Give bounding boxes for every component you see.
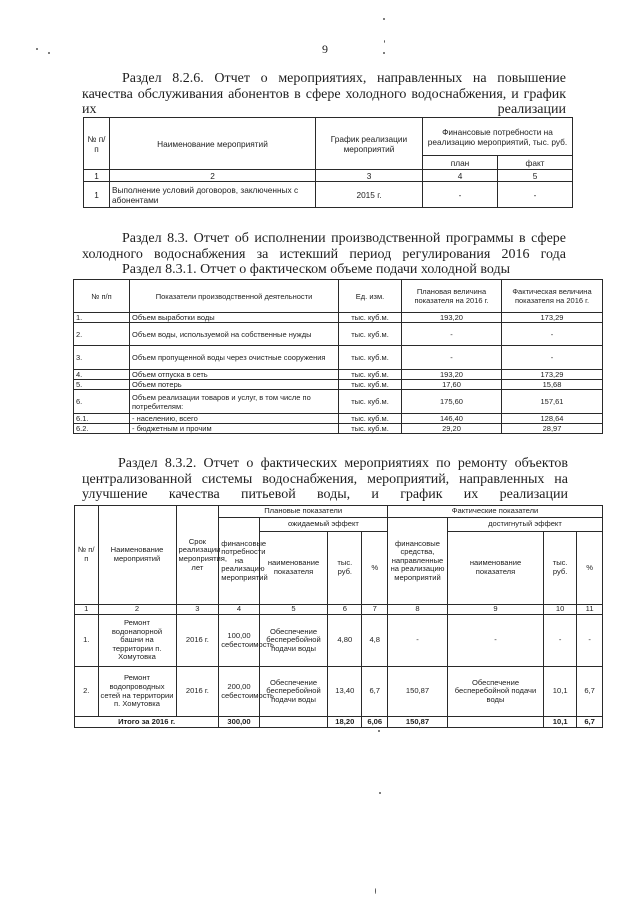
scan-speck	[48, 52, 50, 54]
table-826-header-finance: Финансовые потребности на реализацию мероприятий, тыс. руб.	[423, 118, 573, 156]
table-832-header-num: № п/ п	[75, 506, 99, 605]
table-831-header-indicator: Показатели производственной деятельности	[130, 280, 339, 313]
table-831-cell-fact: 128,64	[502, 414, 603, 424]
table-832-colnum: 6	[328, 605, 362, 615]
table-831-cell-fact: 28,97	[502, 424, 603, 434]
table-832-total-fact-rub: 10,1	[544, 717, 577, 728]
table-832-cell-name: Ремонт водонапорной башни на территории п. Хомутовка	[98, 615, 176, 667]
table-826-colnum: 3	[316, 170, 423, 182]
table-row	[74, 323, 603, 346]
table-832-cell-fact-pct: -	[577, 615, 603, 667]
table-row	[84, 182, 573, 208]
table-832-cell-plan-finance: 200,00 себестоимость	[219, 667, 260, 717]
table-832-colnum: 11	[577, 605, 603, 615]
table-832-colnum: 4	[219, 605, 260, 615]
table-831-cell-num: 6.2.	[74, 424, 130, 434]
table-832-header-fact-pct: %	[577, 532, 603, 605]
table-832-cell-num: 1.	[75, 615, 99, 667]
table-831-cell-unit: тыс. куб.м.	[339, 390, 402, 414]
table-832-header-achieved-effect: достигнутый эффект	[447, 518, 602, 532]
table-826-cell-fact: -	[498, 182, 573, 208]
table-total-row	[75, 717, 603, 728]
table-832-colnum: 10	[544, 605, 577, 615]
table-832-cell-fact-pct: 6,7	[577, 667, 603, 717]
table-row	[74, 370, 603, 380]
table-832-header-name: Наименование мероприятий	[98, 506, 176, 605]
section-831-heading: Раздел 8.3.1. Отчет о фактическом объеме подачи холодной воды	[122, 262, 511, 277]
table-831-cell-plan: 146,40	[402, 414, 502, 424]
table-832-total-empty	[447, 717, 543, 728]
table-832-header-fact-indicator: наименование показателя	[447, 532, 543, 605]
table-831-cell-plan: 193,20	[402, 313, 502, 323]
table-832-header-term: Срок реализации мероприятия, лет	[176, 506, 219, 605]
table-832-cell-plan-pct: 4,8	[362, 615, 388, 667]
table-832-header-plan-group: Плановые показатели	[219, 506, 388, 518]
table-831-cell-fact: 157,61	[502, 390, 603, 414]
table-826-colnum: 4	[423, 170, 498, 182]
table-831-cell-indicator: Объем отпуска в сеть	[130, 370, 339, 380]
table-832	[74, 505, 603, 728]
table-832-total-plan-finance: 300,00	[219, 717, 260, 728]
table-832-total-fact-finance: 150,87	[388, 717, 448, 728]
table-832-cell-num: 2.	[75, 667, 99, 717]
table-831-header-num: № п/п	[74, 280, 130, 313]
table-826-cell-num: 1	[84, 182, 110, 208]
section-832-heading: Раздел 8.3.2. Отчет о фактических мероприятиях по ремонту объектов централизованной системы водоснабжения, мероприятий, направленных на улучшение качества питьевой воды, и график их реализации	[82, 456, 568, 502]
table-831-header-unit: Ед. изм.	[339, 280, 402, 313]
table-826	[83, 117, 573, 208]
table-row	[74, 346, 603, 370]
table-831-cell-plan: -	[402, 323, 502, 346]
table-831-cell-fact: 173,29	[502, 370, 603, 380]
table-831-cell-indicator: - бюджетным и прочим	[130, 424, 339, 434]
table-831-cell-num: 2.	[74, 323, 130, 346]
table-832-cell-fact-indicator: -	[447, 615, 543, 667]
table-831-cell-indicator: Объем реализации товаров и услуг, в том числе по потребителям:	[130, 390, 339, 414]
table-831-cell-unit: тыс. куб.м.	[339, 414, 402, 424]
table-832-header-fact-finance: финансовые средства, направленные на реализацию мероприятий	[388, 518, 448, 605]
table-826-header-name: Наименование мероприятий	[110, 118, 316, 170]
table-831-cell-num: 1.	[74, 313, 130, 323]
table-832-cell-fact-indicator: Обеспечение бесперебойной подачи воды	[447, 667, 543, 717]
table-826-cell-plan: -	[423, 182, 498, 208]
scan-speck	[375, 888, 376, 894]
table-826-header-schedule: График реализации мероприятий	[316, 118, 423, 170]
table-831-cell-num: 4.	[74, 370, 130, 380]
table-832-header-plan-indicator: наименование показателя	[259, 532, 327, 605]
table-831	[73, 279, 603, 434]
table-832-cell-plan-indicator: Обеспечение бесперебойной подачи воды	[259, 615, 327, 667]
table-831-cell-plan: 193,20	[402, 370, 502, 380]
table-831-cell-num: 3.	[74, 346, 130, 370]
page-number: 9	[322, 42, 328, 56]
table-832-colnum: 1	[75, 605, 99, 615]
table-826-cell-name: Выполнение условий договоров, заключенных с абонентами	[110, 182, 316, 208]
table-832-colnum: 9	[447, 605, 543, 615]
table-832-colnum: 7	[362, 605, 388, 615]
table-831-cell-plan: -	[402, 346, 502, 370]
table-826-header-fact: факт	[498, 156, 573, 170]
table-row	[74, 424, 603, 434]
table-row	[74, 313, 603, 323]
table-832-cell-plan-rub: 13,40	[328, 667, 362, 717]
table-832-cell-name: Ремонт водопроводных сетей на территории п. Хомутовка	[98, 667, 176, 717]
table-831-header-fact: Фактическая величина показателя на 2016 г.	[502, 280, 603, 313]
table-row	[74, 414, 603, 424]
table-831-cell-fact: 173,29	[502, 313, 603, 323]
table-831-cell-plan: 29,20	[402, 424, 502, 434]
table-832-total-plan-rub: 18,20	[328, 717, 362, 728]
table-832-colnum: 3	[176, 605, 219, 615]
table-832-total-empty	[259, 717, 327, 728]
table-row	[75, 667, 603, 717]
table-831-cell-indicator: - населению, всего	[130, 414, 339, 424]
table-832-total-label: Итого за 2016 г.	[75, 717, 219, 728]
table-832-total-plan-pct: 6,06	[362, 717, 388, 728]
section-83-heading: Раздел 8.3. Отчет об исполнении производственной программы в сфере холодного водоснабжения за истекший период регулирования 2016 года	[82, 231, 566, 262]
table-832-header-expected-effect: ожидаемый эффект	[259, 518, 387, 532]
table-831-cell-indicator: Объем потерь	[130, 380, 339, 390]
table-832-header-plan-pct: %	[362, 532, 388, 605]
table-831-cell-num: 5.	[74, 380, 130, 390]
table-832-header-fact-group: Фактические показатели	[388, 506, 603, 518]
table-832-cell-plan-finance: 100,00 себестоимость	[219, 615, 260, 667]
table-832-cell-fact-finance: 150,87	[388, 667, 448, 717]
table-826-colnum: 2	[110, 170, 316, 182]
table-831-cell-unit: тыс. куб.м.	[339, 424, 402, 434]
table-831-cell-unit: тыс. куб.м.	[339, 346, 402, 370]
table-831-cell-fact: -	[502, 323, 603, 346]
scan-speck	[379, 792, 381, 794]
table-832-cell-plan-indicator: Обеспечение бесперебойной подачи воды	[259, 667, 327, 717]
table-832-colnum: 8	[388, 605, 448, 615]
table-832-cell-plan-rub: 4,80	[328, 615, 362, 667]
table-row	[75, 615, 603, 667]
table-826-colnum: 5	[498, 170, 573, 182]
table-831-cell-fact: -	[502, 346, 603, 370]
table-831-cell-indicator: Объем пропущенной воды через очистные сооружения	[130, 346, 339, 370]
scan-speck	[383, 18, 385, 20]
scan-speck	[36, 48, 38, 50]
table-831-cell-indicator: Объем воды, используемой на собственные нужды	[130, 323, 339, 346]
table-826-header-plan: план	[423, 156, 498, 170]
scan-speck	[378, 730, 380, 732]
table-826-header-num: № п/п	[84, 118, 110, 170]
scan-speck	[383, 52, 385, 54]
table-832-total-fact-pct: 6,7	[577, 717, 603, 728]
table-832-cell-fact-rub: -	[544, 615, 577, 667]
table-831-cell-unit: тыс. куб.м.	[339, 323, 402, 346]
table-831-cell-unit: тыс. куб.м.	[339, 380, 402, 390]
scan-speck	[384, 40, 385, 43]
table-831-cell-indicator: Объем выработки воды	[130, 313, 339, 323]
table-831-cell-num: 6.1.	[74, 414, 130, 424]
table-832-cell-term: 2016 г.	[176, 667, 219, 717]
table-832-colnum: 5	[259, 605, 327, 615]
table-832-header-plan-finance: финансовые потребности на реализацию мероприятий	[219, 518, 260, 605]
table-832-header-plan-rub: тыс. руб.	[328, 532, 362, 605]
table-831-header-plan: Плановая величина показателя на 2016 г.	[402, 280, 502, 313]
table-826-cell-schedule: 2015 г.	[316, 182, 423, 208]
table-831-cell-num: 6.	[74, 390, 130, 414]
table-826-colnum: 1	[84, 170, 110, 182]
table-832-cell-plan-pct: 6,7	[362, 667, 388, 717]
table-row	[74, 390, 603, 414]
table-831-cell-plan: 175,60	[402, 390, 502, 414]
table-row	[74, 380, 603, 390]
table-832-cell-term: 2016 г.	[176, 615, 219, 667]
table-832-cell-fact-rub: 10,1	[544, 667, 577, 717]
table-831-cell-unit: тыс. куб.м.	[339, 370, 402, 380]
table-831-cell-plan: 17,60	[402, 380, 502, 390]
table-831-cell-fact: 15,68	[502, 380, 603, 390]
table-832-colnum: 2	[98, 605, 176, 615]
section-826-heading: Раздел 8.2.6. Отчет о мероприятиях, направленных на повышение качества обслуживания абонентов в сфере холодного водоснабжения, и график их реализации	[82, 71, 566, 117]
table-832-cell-fact-finance: -	[388, 615, 448, 667]
table-832-header-fact-rub: тыс. руб.	[544, 532, 577, 605]
table-831-cell-unit: тыс. куб.м.	[339, 313, 402, 323]
